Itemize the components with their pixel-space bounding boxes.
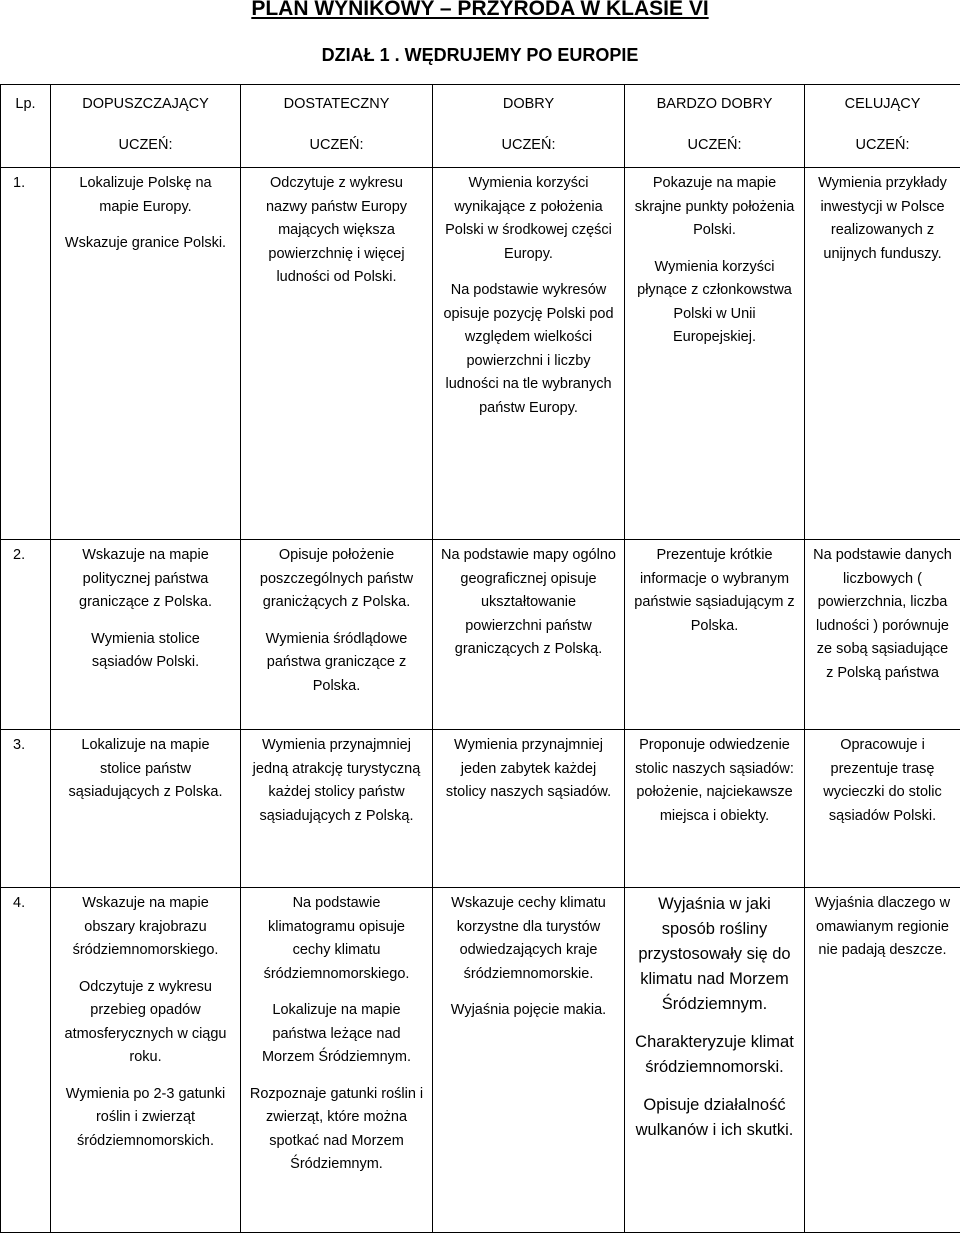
student-label: UCZEŃ: [433,134,624,158]
requirement-text: Charakteryzuje klimat śródziemnomorski. [633,1030,796,1080]
student-label: UCZEŃ: [805,134,960,158]
table-cell [805,168,960,540]
grade-label: DOSTATECZNY [241,93,432,117]
requirement-text: Wymienia korzyści wynikające z położenia Polski w środkowej części Europy. [441,172,616,266]
header-cell-dobry [433,85,625,168]
table-row [1,730,960,888]
requirement-text: Na podstawie danych liczbowych ( powierzchnia, liczba ludności ) porównuje ze sobą sąsiadujące z Polską państwa [813,544,952,685]
table-cell [241,540,433,730]
table-cell [433,730,625,888]
section-title: DZIAŁ 1 . WĘDRUJEMY PO EUROPIE [0,44,960,66]
table-cell [805,540,960,730]
requirement-text: Wskazuje na mapie politycznej państwa graniczące z Polska. [59,544,232,615]
requirement-text: Odczytuje z wykresu nazwy państw Europy mających większa powierzchnię i więcej ludności od Polski. [249,172,424,290]
table-cell [51,730,241,888]
requirement-text: Prezentuje krótkie informacje o wybranym państwie sąsiadującym z Polska. [633,544,796,638]
requirement-text: Wskazuje granice Polski. [59,232,232,256]
requirement-text: Rozpoznaje gatunki roślin i zwierząt, które można spotkać nad Morzem Śródziemnym. [249,1083,424,1177]
header-cell-celujacy [805,85,960,168]
requirement-text: Wymienia śródlądowe państwa graniczące z Polska. [249,628,424,699]
table-cell [241,168,433,540]
header-cell-lp: Lp. [1,85,51,168]
grade-label: DOBRY [433,93,624,117]
table-row [1,168,960,540]
table-cell [625,888,805,1233]
table-cell [241,888,433,1233]
requirement-text: Wskazuje cechy klimatu korzystne dla turystów odwiedzających kraje śródziemnomorskie. [441,892,616,986]
row-number: 3. [1,730,51,888]
requirement-text: Wyjaśnia pojęcie makia. [441,999,616,1023]
row-number: 4. [1,888,51,1233]
requirement-text: Opracowuje i prezentuje trasę wycieczki do stolic sąsiadów Polski. [813,734,952,828]
table-row [1,540,960,730]
requirement-text: Na podstawie wykresów opisuje pozycję Polski pod względem wielkości powierzchni i liczby ludności na tle wybranych państw Europy. [441,279,616,420]
table-cell [625,540,805,730]
table-cell [51,540,241,730]
table-row [1,888,960,1233]
header-cell-dopuszczajacy [51,85,241,168]
row-number: 2. [1,540,51,730]
table-cell [433,888,625,1233]
requirement-text: Wymienia przykłady inwestycji w Polsce realizowanych z unijnych funduszy. [813,172,952,266]
requirement-text: Opisuje działalność wulkanów i ich skutki. [633,1093,796,1143]
table-cell [625,730,805,888]
requirement-text: Wymienia przynajmniej jeden zabytek każdej stolicy naszych sąsiadów. [441,734,616,805]
table-cell [51,888,241,1233]
row-number: 1. [1,168,51,540]
grade-label: BARDZO DOBRY [625,93,804,117]
requirement-text: Wskazuje na mapie obszary krajobrazu śródziemnomorskiego. [59,892,232,963]
header-row [1,85,960,168]
requirement-text: Wymienia po 2-3 gatunki roślin i zwierząt śródziemnomorskich. [59,1083,232,1154]
grade-label: DOPUSZCZAJĄCY [51,93,240,117]
table-cell [805,730,960,888]
requirement-text: Na podstawie klimatogramu opisuje cechy klimatu śródziemnomorskiego. [249,892,424,986]
table-cell [805,888,960,1233]
document-title: PLAN WYNIKOWY – PRZYRODA W KLASIE VI [0,0,960,22]
header-cell-bardzo-dobry [625,85,805,168]
requirement-text: Wymienia korzyści płynące z członkowstwa Polski w Unii Europejskiej. [633,256,796,350]
student-label: UCZEŃ: [51,134,240,158]
table-cell [433,540,625,730]
requirement-text: Proponuje odwiedzenie stolic naszych sąsiadów: położenie, najciekawsze miejsca i obiekty. [633,734,796,828]
requirement-text: Lokalizuje na mapie stolice państw sąsiadujących z Polska. [59,734,232,805]
header-cell-dostateczny [241,85,433,168]
requirement-text: Opisuje położenie poszczególnych państw granicżących z Polska. [249,544,424,615]
requirement-text: Pokazuje na mapie skrajne punkty położenia Polski. [633,172,796,243]
requirement-text: Wyjaśnia dlaczego w omawianym regionie nie padają deszcze. [813,892,952,963]
table-cell [241,730,433,888]
student-label: UCZEŃ: [241,134,432,158]
requirement-text: Odczytuje z wykresu przebieg opadów atmosferycznych w ciągu roku. [59,976,232,1070]
requirement-text: Wyjaśnia w jaki sposób rośliny przystosowały się do klimatu nad Morzem Śródziemnym. [633,892,796,1017]
requirement-text: Lokalizuje na mapie państwa leżące nad Morzem Śródziemnym. [249,999,424,1070]
requirement-text: Lokalizuje Polskę na mapie Europy. [59,172,232,219]
table-cell [51,168,241,540]
requirement-text: Wymienia stolice sąsiadów Polski. [59,628,232,675]
student-label: UCZEŃ: [625,134,804,158]
grade-label: CELUJĄCY [805,93,960,117]
table-cell [625,168,805,540]
requirement-text: Wymienia przynajmniej jedną atrakcję turystyczną każdej stolicy państw sąsiadujących z Polską. [249,734,424,828]
grading-plan-table [0,84,960,1233]
requirement-text: Na podstawie mapy ogólno geograficznej opisuje ukształtowanie powierzchni państw graniczących z Polską. [441,544,616,662]
table-cell [433,168,625,540]
